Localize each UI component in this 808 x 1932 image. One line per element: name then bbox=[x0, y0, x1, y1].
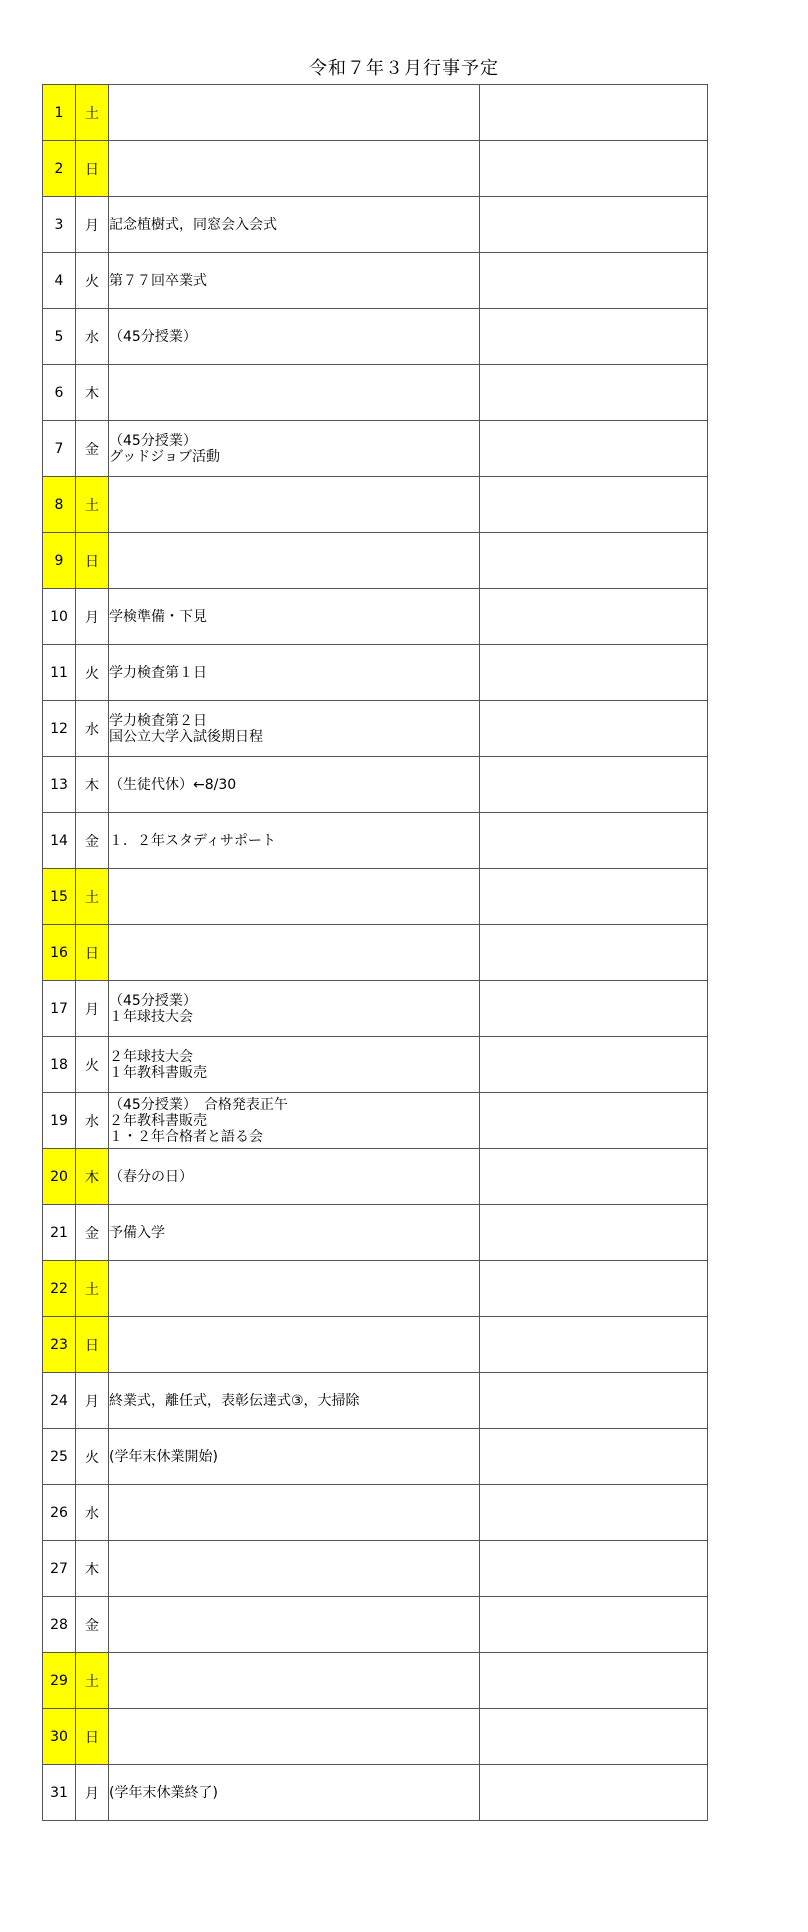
table-row bbox=[43, 1765, 708, 1821]
weekday-cell: 月 bbox=[76, 589, 109, 645]
table-row bbox=[43, 981, 708, 1037]
note-cell bbox=[480, 85, 708, 141]
day-cell: 28 bbox=[43, 1597, 76, 1653]
note-cell bbox=[480, 1709, 708, 1765]
event-line: 学検準備・下見 bbox=[109, 608, 207, 625]
table-row bbox=[43, 1093, 708, 1149]
weekday-cell: 木 bbox=[76, 365, 109, 421]
note-cell bbox=[480, 365, 708, 421]
table-row bbox=[43, 757, 708, 813]
weekday-cell: 金 bbox=[76, 1597, 109, 1653]
event-cell bbox=[109, 365, 480, 421]
note-cell bbox=[480, 1317, 708, 1373]
note-cell bbox=[480, 813, 708, 869]
note-cell bbox=[480, 869, 708, 925]
weekday-cell: 水 bbox=[76, 309, 109, 365]
event-line: １．２年スタディサポート bbox=[109, 832, 276, 849]
event-cell bbox=[109, 1149, 480, 1205]
event-line: １・２年合格者と語る会 bbox=[109, 1128, 263, 1145]
day-cell: 7 bbox=[43, 421, 76, 477]
weekday-cell: 月 bbox=[76, 1765, 109, 1821]
note-cell bbox=[480, 309, 708, 365]
note-cell bbox=[480, 1261, 708, 1317]
note-cell bbox=[480, 1597, 708, 1653]
event-cell bbox=[109, 1429, 480, 1485]
table-row bbox=[43, 1653, 708, 1709]
note-cell bbox=[480, 1653, 708, 1709]
event-line: （生徒代休）←8/30 bbox=[109, 776, 237, 793]
event-cell bbox=[109, 533, 480, 589]
event-cell bbox=[109, 925, 480, 981]
event-cell bbox=[109, 197, 480, 253]
note-cell bbox=[480, 925, 708, 981]
note-cell bbox=[480, 253, 708, 309]
note-cell bbox=[480, 1037, 708, 1093]
table-row bbox=[43, 1541, 708, 1597]
event-cell bbox=[109, 1653, 480, 1709]
note-cell bbox=[480, 1205, 708, 1261]
note-cell bbox=[480, 533, 708, 589]
weekday-cell: 火 bbox=[76, 1037, 109, 1093]
weekday-cell: 水 bbox=[76, 701, 109, 757]
event-cell bbox=[109, 1373, 480, 1429]
weekday-cell: 日 bbox=[76, 533, 109, 589]
event-cell bbox=[109, 253, 480, 309]
table-row bbox=[43, 1597, 708, 1653]
table-row bbox=[43, 645, 708, 701]
event-line: １年教科書販売 bbox=[109, 1064, 207, 1081]
weekday-cell: 日 bbox=[76, 1709, 109, 1765]
event-cell bbox=[109, 981, 480, 1037]
table-row bbox=[43, 1149, 708, 1205]
event-line: 終業式，離任式，表彰伝達式③，大掃除 bbox=[109, 1392, 360, 1409]
day-cell: 3 bbox=[43, 197, 76, 253]
note-cell bbox=[480, 757, 708, 813]
event-cell bbox=[109, 813, 480, 869]
event-line: （45分授業） bbox=[109, 992, 197, 1009]
event-line: 国公立大学入試後期日程 bbox=[109, 728, 263, 745]
note-cell bbox=[480, 1485, 708, 1541]
weekday-cell: 土 bbox=[76, 477, 109, 533]
event-cell bbox=[109, 1485, 480, 1541]
day-cell: 4 bbox=[43, 253, 76, 309]
event-cell bbox=[109, 1205, 480, 1261]
event-line: （45分授業） bbox=[109, 328, 197, 345]
table-row bbox=[43, 533, 708, 589]
day-cell: 16 bbox=[43, 925, 76, 981]
note-cell bbox=[480, 1373, 708, 1429]
table-row bbox=[43, 1205, 708, 1261]
table-row bbox=[43, 869, 708, 925]
event-line: （45分授業） 合格発表正午 bbox=[109, 1096, 288, 1113]
event-line: 第７７回卒業式 bbox=[109, 272, 207, 289]
day-cell: 26 bbox=[43, 1485, 76, 1541]
day-cell: 9 bbox=[43, 533, 76, 589]
event-cell bbox=[109, 701, 480, 757]
weekday-cell: 金 bbox=[76, 813, 109, 869]
event-line: ２年教科書販売 bbox=[109, 1112, 207, 1129]
note-cell bbox=[480, 421, 708, 477]
table-row bbox=[43, 589, 708, 645]
table-row bbox=[43, 1261, 708, 1317]
day-cell: 18 bbox=[43, 1037, 76, 1093]
weekday-cell: 土 bbox=[76, 85, 109, 141]
note-cell bbox=[480, 981, 708, 1037]
event-cell bbox=[109, 645, 480, 701]
event-cell bbox=[109, 421, 480, 477]
table-row bbox=[43, 701, 708, 757]
table-row bbox=[43, 1429, 708, 1485]
day-cell: 8 bbox=[43, 477, 76, 533]
note-cell bbox=[480, 589, 708, 645]
day-cell: 24 bbox=[43, 1373, 76, 1429]
table-row bbox=[43, 1037, 708, 1093]
table-row bbox=[43, 925, 708, 981]
event-cell bbox=[109, 1317, 480, 1373]
event-cell bbox=[109, 141, 480, 197]
day-cell: 27 bbox=[43, 1541, 76, 1597]
table-row bbox=[43, 1317, 708, 1373]
note-cell bbox=[480, 701, 708, 757]
note-cell bbox=[480, 197, 708, 253]
page-title: 令和７年３月行事予定 bbox=[309, 58, 499, 79]
event-line: （45分授業） bbox=[109, 432, 197, 449]
note-cell bbox=[480, 477, 708, 533]
table-row bbox=[43, 813, 708, 869]
schedule-body bbox=[43, 85, 708, 1821]
weekday-cell: 水 bbox=[76, 1485, 109, 1541]
weekday-cell: 火 bbox=[76, 645, 109, 701]
table-row bbox=[43, 309, 708, 365]
event-cell bbox=[109, 757, 480, 813]
note-cell bbox=[480, 1093, 708, 1149]
note-cell bbox=[480, 141, 708, 197]
weekday-cell: 木 bbox=[76, 757, 109, 813]
weekday-cell: 火 bbox=[76, 253, 109, 309]
event-cell bbox=[109, 477, 480, 533]
table-row bbox=[43, 1373, 708, 1429]
weekday-cell: 日 bbox=[76, 141, 109, 197]
event-cell bbox=[109, 309, 480, 365]
event-line: 予備入学 bbox=[109, 1224, 165, 1241]
event-line: ２年球技大会 bbox=[109, 1048, 193, 1065]
event-line: １年球技大会 bbox=[109, 1008, 193, 1025]
event-line: 学力検査第２日 bbox=[109, 712, 207, 729]
day-cell: 1 bbox=[43, 85, 76, 141]
weekday-cell: 日 bbox=[76, 1317, 109, 1373]
table-row bbox=[43, 477, 708, 533]
event-line: グッドジョブ活動 bbox=[109, 448, 221, 465]
day-cell: 21 bbox=[43, 1205, 76, 1261]
event-line: (学年末休業終了) bbox=[109, 1784, 218, 1801]
weekday-cell: 金 bbox=[76, 421, 109, 477]
day-cell: 23 bbox=[43, 1317, 76, 1373]
table-row bbox=[43, 141, 708, 197]
weekday-cell: 日 bbox=[76, 925, 109, 981]
table-row bbox=[43, 1485, 708, 1541]
event-line: 学力検査第１日 bbox=[109, 664, 207, 681]
event-line: (学年末休業開始) bbox=[109, 1448, 218, 1465]
event-cell bbox=[109, 1597, 480, 1653]
day-cell: 15 bbox=[43, 869, 76, 925]
event-cell bbox=[109, 1093, 480, 1149]
event-cell bbox=[109, 1037, 480, 1093]
day-cell: 20 bbox=[43, 1149, 76, 1205]
day-cell: 5 bbox=[43, 309, 76, 365]
table-row bbox=[43, 421, 708, 477]
event-line: 記念植樹式，同窓会入会式 bbox=[109, 216, 277, 233]
event-cell bbox=[109, 1261, 480, 1317]
day-cell: 25 bbox=[43, 1429, 76, 1485]
day-cell: 31 bbox=[43, 1765, 76, 1821]
day-cell: 12 bbox=[43, 701, 76, 757]
day-cell: 11 bbox=[43, 645, 76, 701]
event-cell bbox=[109, 1765, 480, 1821]
day-cell: 13 bbox=[43, 757, 76, 813]
day-cell: 17 bbox=[43, 981, 76, 1037]
day-cell: 19 bbox=[43, 1093, 76, 1149]
event-cell bbox=[109, 85, 480, 141]
day-cell: 2 bbox=[43, 141, 76, 197]
note-cell bbox=[480, 1149, 708, 1205]
day-cell: 10 bbox=[43, 589, 76, 645]
table-row bbox=[43, 365, 708, 421]
weekday-cell: 土 bbox=[76, 1653, 109, 1709]
event-line: （春分の日） bbox=[109, 1168, 193, 1185]
event-cell bbox=[109, 1709, 480, 1765]
event-cell bbox=[109, 869, 480, 925]
note-cell bbox=[480, 645, 708, 701]
weekday-cell: 木 bbox=[76, 1149, 109, 1205]
weekday-cell: 金 bbox=[76, 1205, 109, 1261]
weekday-cell: 土 bbox=[76, 1261, 109, 1317]
table-row bbox=[43, 1709, 708, 1765]
day-cell: 30 bbox=[43, 1709, 76, 1765]
table-row bbox=[43, 253, 708, 309]
weekday-cell: 木 bbox=[76, 1541, 109, 1597]
note-cell bbox=[480, 1765, 708, 1821]
weekday-cell: 水 bbox=[76, 1093, 109, 1149]
weekday-cell: 月 bbox=[76, 981, 109, 1037]
table-row bbox=[43, 85, 708, 141]
day-cell: 6 bbox=[43, 365, 76, 421]
weekday-cell: 土 bbox=[76, 869, 109, 925]
weekday-cell: 月 bbox=[76, 1373, 109, 1429]
day-cell: 14 bbox=[43, 813, 76, 869]
event-cell bbox=[109, 1541, 480, 1597]
schedule-table bbox=[42, 84, 708, 1821]
weekday-cell: 火 bbox=[76, 1429, 109, 1485]
day-cell: 22 bbox=[43, 1261, 76, 1317]
note-cell bbox=[480, 1429, 708, 1485]
day-cell: 29 bbox=[43, 1653, 76, 1709]
note-cell bbox=[480, 1541, 708, 1597]
event-cell bbox=[109, 589, 480, 645]
weekday-cell: 月 bbox=[76, 197, 109, 253]
table-row bbox=[43, 197, 708, 253]
